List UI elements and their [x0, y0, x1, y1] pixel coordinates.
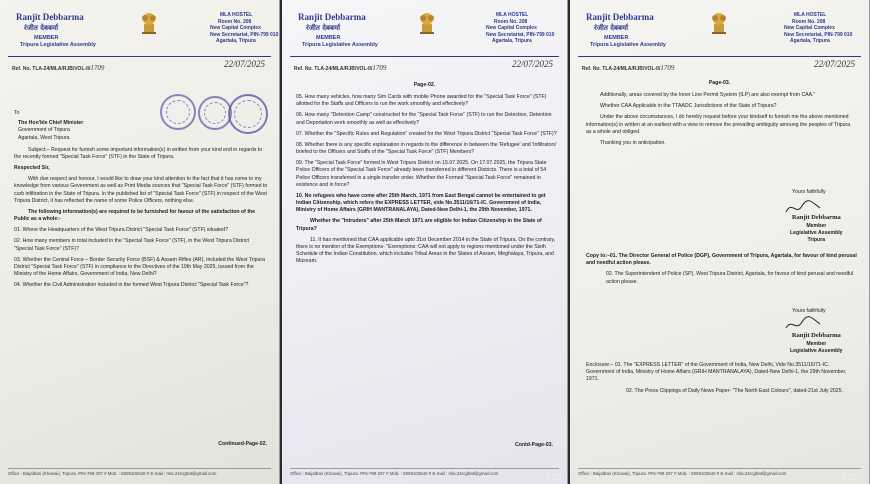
state-emblem-icon [138, 10, 160, 36]
letter-page-1 [0, 0, 280, 484]
letterhead [282, 8, 567, 64]
question-item: 01. Where the Headquarters of the West Tripura District "Special Task Force" (STF) situated? [14, 227, 228, 234]
closing-yours-faithfully: Yours faithfully [792, 189, 826, 195]
letterhead-member: MEMBER [604, 35, 629, 41]
question-item: 04. Whether the Civil Administration included in the formed West Tripura District "Special Task Force"? [14, 282, 249, 289]
address-line: MLA HOSTEL [496, 12, 529, 18]
handwritten-date: 22/07/2025 [813, 59, 855, 69]
letter-footer: Office : Baijalbari (Khowai), Tripura. PIN-799 207 # Mob. : 6009102640 # E-mail : mla.24rcghat@gmail.com [578, 468, 861, 476]
paragraph: Whether CAA Applicable in the TTAADC Jurisdictions of the State of Tripura? [600, 103, 777, 110]
paragraph: Thanking you in anticipation. [600, 139, 666, 146]
letter-body [296, 94, 557, 269]
ref-number: Ref. No. TLA-24/MLA/RJB/VOL-II/ [12, 66, 91, 72]
video-timestamp: 8:32 [842, 473, 858, 482]
continued-label: Continued-Page-02. [218, 441, 267, 447]
header-divider [290, 56, 559, 57]
recipient-line: Agartala, West Tripura [18, 134, 70, 141]
address-line: MLA HOSTEL [794, 12, 827, 18]
paragraph: Additionally, areas covered by the Inner Line Permit System (ILP) are also exempt from CAA." [600, 92, 816, 98]
address-line: Agartala, Tripura [492, 38, 532, 44]
reference-line [12, 59, 269, 72]
address-line: New Capital Complex [784, 25, 835, 31]
to-line: To [14, 110, 20, 116]
letter-page-3 [570, 0, 870, 484]
paragraph: The following information(s) are required to be furnished for favour of the satisfaction of the Public as a whole:- [14, 208, 256, 223]
signatory-name: Ranjit Debbarma [791, 214, 841, 221]
ref-handwritten-number: 1709 [372, 64, 387, 72]
signatory-assembly: Legislative Assembly [790, 230, 843, 237]
enclosure-item: 02. The Press Clippings of Daily News Paper- "The North East Colours", dated-21st July 2025. [626, 387, 843, 394]
page-label: Page-03. [708, 80, 731, 86]
recipient-line: Government of Tripura [18, 127, 70, 134]
letter-page-2 [282, 0, 568, 484]
letterhead-assembly: Tripura Legislative Assembly [302, 42, 378, 48]
question-item: 09. The "Special Task Force" formed in West Tripura District on 15.07.2025. On 17.07.2025, the Tripura State Police Officers of the "Special Task Force" already been transferred in different Districts. There is a total of 54 Police Officers transferred in a single transfer order. Whether the Formed "Special Task Force" remained in existence and in force? [296, 160, 547, 188]
ref-number: Ref. No. TLA-24/MLA/RJB/VOL-II/ [294, 66, 373, 72]
question-item: 06. How many "Detention Camp" constructed for the "Special Task Force" (STF) to run the Detection, Detention and Deportation work smoothly as well as effectively? [296, 112, 552, 126]
letterhead-member: MEMBER [34, 35, 59, 41]
subject-line: Subject:– Request for furnish some important information(s) in written from your kind end in regards to the recently formed "Special Task Force" (STF) in the State of Tripura. [14, 146, 263, 160]
address-line: Room No. 208 [494, 18, 528, 25]
address-line: New Secretariat, PIN-799 010 [486, 31, 555, 38]
ref-handwritten-number: 1709 [90, 64, 105, 72]
copy-to-item: Copy to:–01. The Director General of Police (DGP), Government of Tripura, Agartala, for favour of kind perusal and needful action please. [586, 253, 857, 267]
question-item: 05. How many vehicles, how many Sim Cards with mobile Phone awarded for the "Special Task Force" (STF) allotted for the Staffs and Officers to run the work smoothly and effectively? [296, 94, 547, 108]
question-item: 10. No refugees who have come after 25th March, 1971 from East Bengal cannot be entertained to get Indian Citizenship, which refers the EXPRESS LETTER, vide No.3511/16/71-IC. Government of India, Ministry of Home Affairs (GRIH MANTRANALAYA), Dated-New Delhi-1, the 29th November, 1971. [296, 192, 546, 214]
enclosure-item: Enclosure:– 01. The "EXPRESS LETTER" of the Government of India, New Delhi, Vide No.3511/16/71-IC. Government of India, Ministry of Home Affairs (GRIH MANTRANALAYA), Dated-New Delhi-1, the 29th November, 1971. [586, 362, 847, 383]
letterhead-hindi-name: रंजीत देबबर्मा [306, 24, 341, 32]
video-timestamp: 8:32 [546, 473, 562, 482]
address-line: Agartala, Tripura [216, 38, 256, 44]
state-emblem-icon [708, 10, 730, 36]
letterhead-member: MEMBER [316, 35, 341, 41]
letter-footer: Office : Baijalbari (Khowai), Tripura. PIN-799 207 # Mob. : 6009102640 # E-mail : mla.24rcghat@gmail.com [8, 468, 271, 476]
header-divider [8, 56, 271, 57]
letterhead-hindi-name: रंजीत देबबर्मा [594, 24, 629, 32]
closing-yours-faithfully: Yours faithfully [792, 308, 826, 314]
address-line: New Capital Complex [210, 25, 261, 31]
copy-to-item: 02. The Superintendent of Police (SP), West Tripura District, Agartala, for favour of kind perusal and needful action please. [606, 271, 854, 285]
ref-handwritten-number: 1709 [660, 64, 675, 72]
signatory-name: Ranjit Debbarma [791, 332, 841, 339]
question-item: 07. Whether the "Specific Rules and Regulation" created for the West Tripura District "Special Task Force" (STF)? [296, 130, 557, 137]
question-item: 11. It has mentioned that CAA applicable upto 31st December 2014 in the State of Tripura. On the contrary, there is no mention of the Exemptions- "Exemptions: CAA will not apply to regions mentioned under the Sixth Schedule of the Indian Constitution, which includes Tribal Areas in the States of Assam, Meghalaya, Tripura, and Mizoram. [296, 236, 556, 265]
signatory-assembly: Legislative Assembly [790, 348, 843, 355]
salutation: Respected Sir, [14, 165, 50, 172]
state-emblem-icon [416, 10, 438, 36]
ref-number: Ref. No. TLA-24/MLA/RJB/VOL-II/ [582, 66, 661, 72]
section-heading: Whether the "Intruders" after 25th March 1971 are eligible for Indian Citizenship in the State of Tripura? [296, 218, 542, 232]
letterhead-name: Ranjit Debbarma [586, 12, 654, 22]
recipient-title: The Hon'ble Chief Minister [18, 120, 84, 127]
letterhead [0, 8, 279, 64]
signatory-title: Member [806, 340, 827, 347]
address-line: Room No. 208 [792, 18, 826, 25]
letterhead-name: Ranjit Debbarma [16, 12, 84, 22]
header-divider [578, 56, 861, 57]
address-line: New Secretariat, PIN-799 010 [210, 31, 279, 38]
enclosure-block [586, 362, 857, 399]
address-line: New Secretariat, PIN-799 010 [784, 31, 853, 38]
handwritten-date: 22/07/2025 [223, 59, 265, 69]
handwritten-date: 22/07/2025 [511, 59, 553, 69]
letterhead [570, 8, 869, 64]
letterhead-address [784, 12, 852, 45]
letter-body [586, 92, 857, 151]
letterhead-hindi-name: रंजीत देबबर्मा [24, 24, 59, 32]
copy-to-block [586, 253, 857, 290]
signatory-title: Member [806, 222, 827, 229]
letterhead-address [486, 12, 554, 45]
letterhead-address [210, 12, 278, 45]
paragraph: With due respect and honour, I would like to draw your kind attention to the fact that it has come to my knowledge from various Government as well as Print Media sources that "Special Task Force" (STF) formed to curb infiltration in the State of Tripura. In the published list of "Special Task Force" (STF) in respect of the West Tripura District, it has reflected the name of some Police Officers, nothing else. [14, 176, 268, 204]
page-label: Page-02. [413, 82, 436, 88]
letterhead-assembly: Tripura Legislative Assembly [20, 42, 96, 48]
signatory-state: Tripura [807, 237, 826, 244]
question-item: 02. How many members in total included in the "Special Task Force" (STF), in the West Tripura District "Special Task Force" (STF)? [14, 238, 249, 252]
address-line: MLA HOSTEL [220, 12, 253, 18]
letter-footer: Office : Baijalbari (Khowai), Tripura. PIN-799 207 # Mob. : 6009102640 # E-mail : mla.24rcghat@gmail.com [290, 468, 559, 476]
address-line: Room No. 208 [218, 18, 252, 25]
continued-label: Contd-Page-03. [514, 442, 553, 448]
signature-block [790, 332, 843, 355]
signature-block [790, 214, 843, 244]
question-item: 08. Whether there is any specific explanation in regards to the difference in between the 'Refugee' and 'Infiltrators' briefed to the Officers and Staffs of the "Special Task Force" (STF) Members? [296, 141, 557, 156]
letterhead-name: Ranjit Debbarma [298, 12, 366, 22]
address-line: Agartala, Tripura [790, 38, 830, 44]
paragraph: Under the above circumstances, I do hereby request before your kindself to furnish me the above mentioned information(s) in written at an earliest with a view to remove the prevailing ambiguity amoung the peoples of Tripura as a whole and obliged. [586, 114, 851, 135]
reference-line [582, 59, 859, 72]
letter-body [14, 110, 269, 293]
letterhead-assembly: Tripura Legislative Assembly [590, 42, 666, 48]
question-item: 03. Whether the Central Force – Border Security Force (BSF) & Assam Rifles (AR), included the West Tripura District "Special Task Force" (STF) in compliance to the Directives of the 19th May 2025, issued from the Ministry of the Home Affairs, Government of India, New Delhi? [14, 256, 266, 278]
address-line: New Capital Complex [486, 25, 537, 31]
reference-line [294, 59, 557, 72]
